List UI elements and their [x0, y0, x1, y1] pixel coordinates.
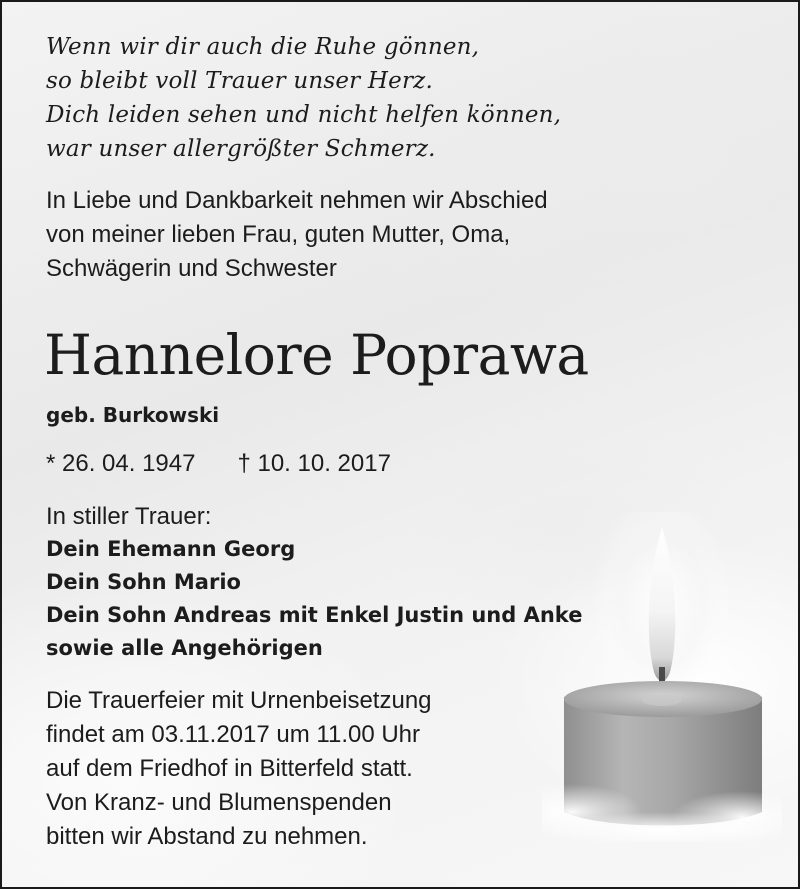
farewell-intro — [46, 184, 778, 286]
list-item: sowie alle Angehörigen — [46, 636, 323, 660]
intro-line: von meiner lieben Frau, guten Mutter, Oma, — [46, 221, 511, 248]
poem — [46, 30, 778, 166]
poem-line: Wenn wir dir auch die Ruhe gönnen, — [46, 34, 480, 60]
list-item: Dein Ehemann Georg — [46, 537, 296, 561]
funeral-line: auf dem Friedhof in Bitterfeld statt. — [46, 755, 413, 782]
funeral-info — [46, 684, 432, 854]
deceased-name: Hannelore Poprawa — [44, 323, 589, 387]
funeral-line: Die Trauerfeier mit Urnenbeisetzung — [46, 687, 432, 714]
funeral-line: Von Kranz- und Blumenspenden — [46, 789, 392, 816]
intro-line: In Liebe und Dankbarkeit nehmen wir Abschied — [46, 187, 548, 214]
mourners-list — [46, 533, 582, 665]
candle-icon — [542, 512, 782, 842]
funeral-line: findet am 03.11.2017 um 11.00 Uhr — [46, 721, 421, 748]
poem-line: Dich leiden sehen und nicht helfen können, — [46, 102, 562, 128]
poem-line: war unser allergrößter Schmerz. — [46, 136, 436, 162]
mourners-label: In stiller Trauer: — [46, 503, 212, 530]
list-item: Dein Sohn Mario — [46, 570, 241, 594]
life-dates — [46, 447, 391, 481]
birth-name: geb. Burkowski — [46, 403, 220, 427]
birth-date: * 26. 04. 1947 — [46, 450, 196, 477]
death-date: † 10. 10. 2017 — [237, 450, 391, 477]
poem-line: so bleibt voll Trauer unser Herz. — [46, 68, 433, 94]
funeral-line: bitten wir Abstand zu nehmen. — [46, 823, 368, 850]
intro-line: Schwägerin und Schwester — [46, 255, 337, 282]
list-item: Dein Sohn Andreas mit Enkel Justin und Anke — [46, 603, 583, 627]
